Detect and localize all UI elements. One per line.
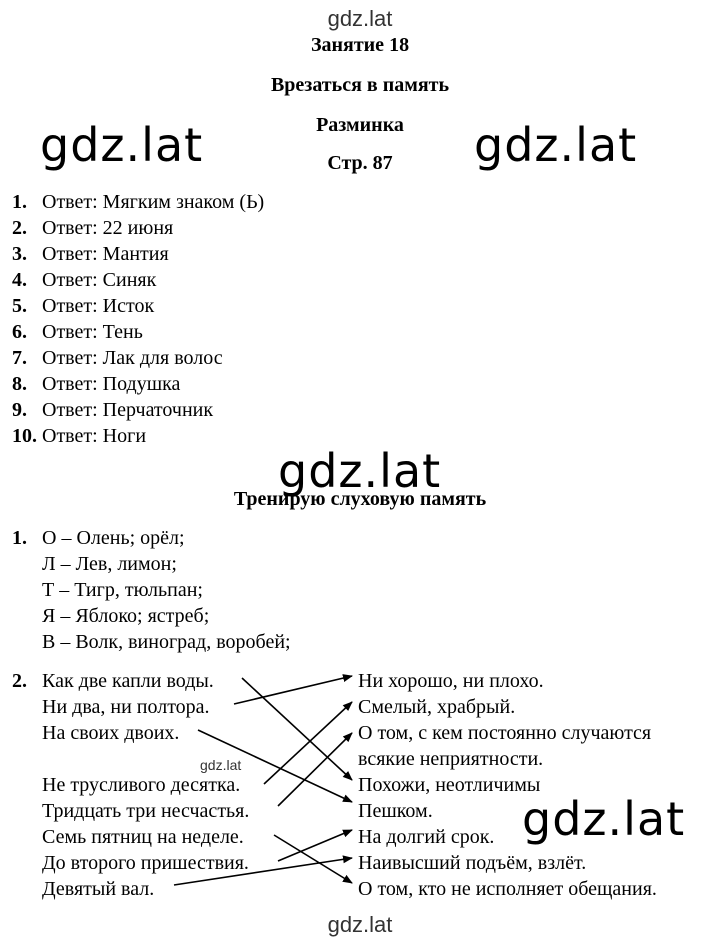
arrow-line <box>242 678 352 780</box>
section-title-memory: Тренирую слуховую память <box>233 488 487 510</box>
meaning-item: О том, с кем постоянно случаются <box>358 722 652 744</box>
page-number: Стр. 87 <box>327 152 393 174</box>
meaning-item: Наивысший подъём, взлёт. <box>358 852 587 874</box>
watermark-top: gdz.lat <box>327 6 393 31</box>
lesson-number: Занятие 18 <box>310 34 410 56</box>
watermark-left: gdz.lat <box>40 118 204 172</box>
meaning-item: Пешком. <box>358 800 433 822</box>
list-item: 6. Ответ: Тень <box>12 321 143 343</box>
list-item: В – Волк, виноград, воробей; <box>42 631 291 653</box>
idiom-item: Девятый вал. <box>42 878 155 900</box>
list-item: Я – Яблоко; ястреб; <box>42 605 210 627</box>
list-item: 5. Ответ: Исток <box>12 295 155 317</box>
idiom-item: Семь пятниц на неделе. <box>42 826 244 848</box>
idiom-item: На своих двоих. <box>42 722 180 744</box>
idiom-item: Как две капли воды. <box>42 670 214 692</box>
list-item: 9. Ответ: Перчаточник <box>12 399 214 421</box>
list-item: Л – Лев, лимон; <box>42 553 177 575</box>
list-item: Т – Тигр, тюльпан; <box>42 579 203 601</box>
list-item: 4. Ответ: Синяк <box>12 269 157 291</box>
idiom-item: Тридцать три несчастья. <box>42 800 250 822</box>
list-item: 3. Ответ: Мантия <box>12 243 169 265</box>
idiom-item: Не трусливого десятка. <box>42 774 241 796</box>
arrow-line <box>234 676 352 704</box>
watermark-bottom: gdz.lat <box>327 912 393 937</box>
arrow-line <box>174 858 352 885</box>
list-item: 1. О – Олень; орёл; <box>12 527 185 549</box>
arrow-line <box>278 830 352 861</box>
meaning-item: всякие неприятности. <box>358 748 544 770</box>
list-item: 7. Ответ: Лак для волос <box>12 347 223 369</box>
arrow-line <box>198 730 352 802</box>
meaning-item: Похожи, неотличимы <box>358 774 541 796</box>
idiom-item: До второго пришествия. <box>42 852 249 874</box>
list-item: 1. Ответ: Мягким знаком (Ь) <box>12 191 265 213</box>
arrow-line <box>264 702 352 784</box>
task2-number: 2. <box>12 670 27 692</box>
watermark-middle: gdz.lat <box>278 444 442 498</box>
section-title-warmup: Разминка <box>316 114 404 136</box>
meaning-item: Смелый, храбрый. <box>358 696 516 718</box>
lesson-title: Врезаться в память <box>270 74 450 96</box>
meaning-item: О том, кто не исполняет обещания. <box>358 878 657 900</box>
idiom-item: Ни два, ни полтора. <box>42 696 210 718</box>
list-item: 2. Ответ: 22 июня <box>12 217 174 239</box>
meaning-item: На долгий срок. <box>358 826 495 848</box>
watermark-small-inline: gdz.lat <box>200 757 242 773</box>
list-item: 10. Ответ: Ноги <box>12 425 147 447</box>
watermark-bottom-right: gdz.lat <box>522 792 686 846</box>
watermark-right: gdz.lat <box>474 118 638 172</box>
meaning-item: Ни хорошо, ни плохо. <box>358 670 544 692</box>
list-item: 8. Ответ: Подушка <box>12 373 181 395</box>
